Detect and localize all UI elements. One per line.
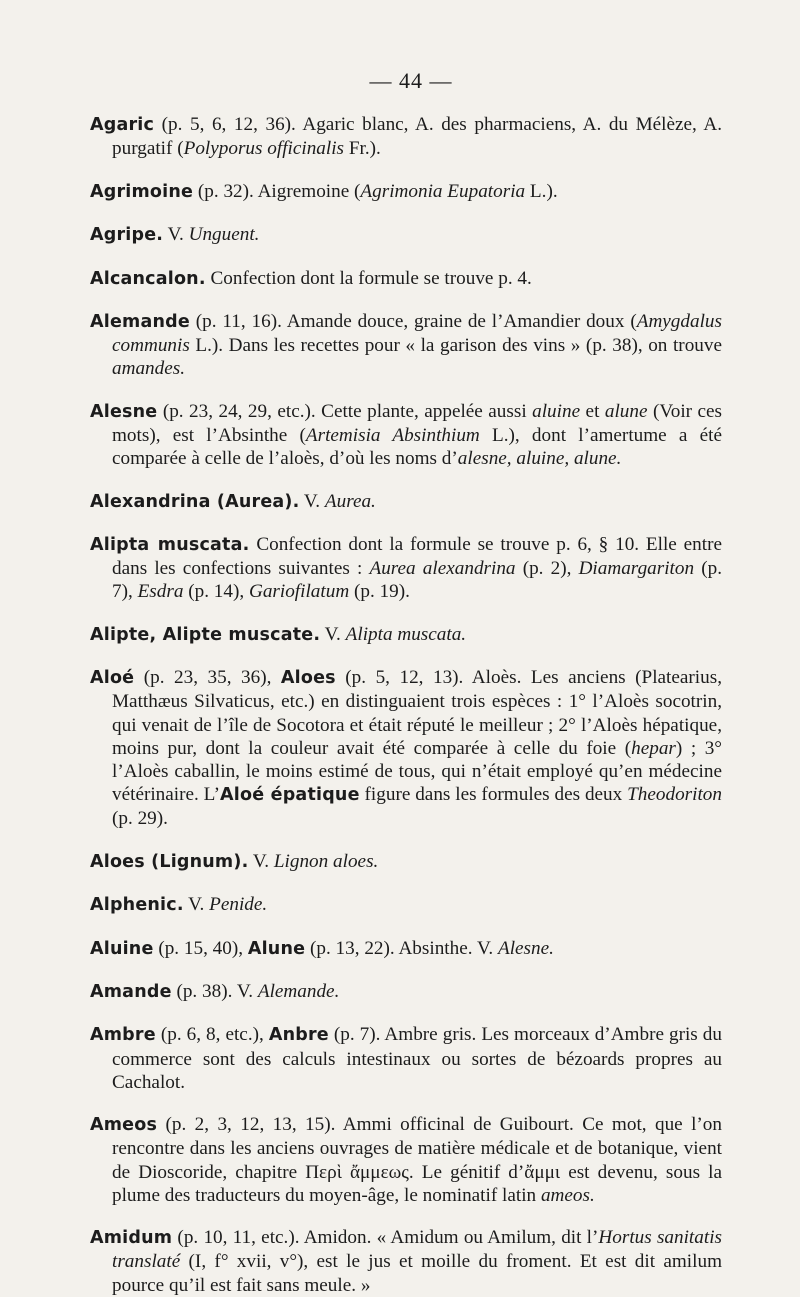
entry-text: (p. 5, 6, 12, 36). Agaric blanc, A. des pharmaciens, A. du Mélèze, A. purgatif (	[112, 114, 722, 160]
glossary-entry	[90, 310, 722, 381]
entry-text: (p. 15, 40),	[153, 937, 248, 959]
entry-text: (p. 7). Ambre gris. Les morceaux d’Ambre gris du commerce sont des calculs intestinaux ou sortes de bézoards propres au Cachalot.	[112, 1024, 722, 1093]
entry-headword: Alipte, Alipte muscate.	[90, 624, 321, 645]
entry-text: V.	[299, 490, 325, 512]
entry-text: (p. 14),	[183, 581, 249, 603]
entry-text: (p. 23, 24, 29, etc.). Cette plante, appelée aussi	[157, 400, 533, 422]
italic-text: alune	[604, 400, 648, 422]
entry-headword: Ambre	[90, 1025, 156, 1046]
glossary-entry	[90, 893, 722, 917]
glossary-entries	[90, 113, 722, 1297]
entry-text: (p. 19).	[349, 581, 410, 603]
entry-headword: Aluine	[90, 938, 154, 959]
italic-text: Gariofilatum	[248, 581, 350, 603]
italic-text: Aurea alexandrina	[369, 558, 516, 580]
glossary-entry	[90, 223, 722, 247]
entry-headword: Amande	[90, 981, 172, 1002]
entry-headword: Aloes (Lignum).	[90, 851, 249, 872]
italic-text: Aurea.	[324, 490, 376, 512]
glossary-entry	[90, 1023, 722, 1094]
italic-text: Alipta muscata.	[345, 623, 467, 645]
entry-headword: Alemande	[90, 311, 190, 332]
italic-text: Unguent.	[188, 224, 260, 246]
glossary-entry	[90, 980, 722, 1004]
glossary-entry	[90, 267, 722, 291]
entry-text: (p. 2, 3, 12, 13, 15). Ammi officinal de Guibourt. Ce mot, que l’on rencontre dans les anciens ouvrages de matière médicale et de botanique, vient de Dioscoride, chapitre Περὶ ἄμμεως. Le génitif d’ἄμμι est devenu, sous la plume des traducteurs du moyen-âge, le nominatif latin	[112, 1114, 722, 1206]
italic-text: Lignon aloes.	[273, 850, 379, 872]
glossary-entry	[90, 937, 722, 961]
glossary-entry	[90, 400, 722, 471]
glossary-entry	[90, 533, 722, 604]
entry-text: et	[580, 400, 605, 422]
entry-headword: Aloé	[90, 668, 135, 689]
italic-text: Amygdalus communis	[112, 310, 722, 357]
entry-text: V.	[163, 224, 189, 246]
italic-text: Artemisia Absinthium	[305, 424, 480, 446]
entry-text: Confection dont la formule se trouve p. 4.	[205, 267, 532, 289]
italic-text: Diamargariton	[578, 558, 695, 580]
entry-text: figure dans les formules des deux	[359, 784, 628, 806]
glossary-entry	[90, 490, 722, 514]
glossary-entry	[90, 113, 722, 160]
entry-text: (I, f° xvii, v°), est le jus et moille du froment. Et est dit amilum pource qu’il est fait sans meule. »	[112, 1251, 722, 1296]
entry-headword: Anbre	[268, 1025, 329, 1046]
entry-text: L.). Dans les recettes pour « la garison des vins » (p. 38), on trouve	[189, 335, 722, 357]
italic-text: Agrimonia Eupatoria	[360, 180, 526, 202]
italic-text: Esdra	[137, 581, 184, 603]
entry-headword: Alipta muscata.	[90, 534, 250, 555]
entry-text: Confection dont la formule se trouve p. 6, § 10. Elle entre dans les confections suivantes :	[112, 533, 722, 580]
entry-text: (p. 13, 22). Absinthe. V.	[305, 937, 498, 959]
entry-headword: Alphenic.	[90, 895, 184, 916]
entry-text: V.	[183, 894, 210, 916]
entry-headword: Agripe.	[90, 225, 164, 246]
entry-text: (p. 2),	[515, 558, 579, 580]
entry-text: V.	[320, 623, 346, 645]
italic-text: Alemande.	[257, 980, 340, 1002]
italic-text: Hortus sanitatis translaté	[112, 1227, 722, 1273]
entry-text: (p. 23, 35, 36),	[134, 667, 281, 689]
italic-text: Penide.	[209, 894, 268, 916]
entry-headword: Ameos	[90, 1115, 158, 1136]
italic-text: hepar	[631, 737, 676, 759]
entry-headword: Alesne	[90, 401, 158, 422]
entry-text: V.	[248, 850, 274, 872]
italic-text: Theodoriton	[627, 784, 722, 806]
italic-text: Polyporus officinalis	[183, 138, 345, 160]
entry-text: (Voir ces mots), est l’Absinthe (	[112, 400, 722, 446]
entry-headword: Aloé épatique	[220, 785, 360, 806]
entry-text: (p. 10, 11, etc.). Amidon. « Amidum ou Amilum, dit l’	[172, 1227, 599, 1249]
entry-text: (p. 5, 12, 13). Aloès. Les anciens (Platearius, Matthæus Silvaticus, etc.) en distinguaient trois espèces : 1° l’Aloès socotrin, qui venait de l’île de Socotora et était réputé le meilleur ; 2° l’Aloès hépatique, moins pur, dont la couleur avait été comparée à celle du foie (	[112, 667, 722, 759]
page-number: — 44 —	[369, 68, 453, 93]
entry-headword: Amidum	[90, 1228, 173, 1249]
glossary-entry	[90, 180, 722, 204]
entry-text: L.).	[525, 180, 558, 202]
entry-text: ) ; 3° l’Aloès caballin, le moins estimé de tous, qui n’était employé qu’en médecine vétérinaire. L’	[112, 737, 722, 806]
glossary-entry	[90, 850, 722, 874]
italic-text: alesne, aluine, alune.	[457, 448, 622, 470]
glossary-entry	[90, 666, 722, 830]
italic-text: Alesne.	[497, 937, 554, 959]
entry-headword: Alune	[247, 938, 306, 959]
entry-headword: Aloes	[280, 668, 336, 689]
glossary-entry	[90, 623, 722, 647]
entry-text: (p. 38). V.	[171, 980, 258, 1002]
italic-text: amandes.	[112, 358, 186, 380]
italic-text: aluine	[532, 400, 581, 422]
entry-text: (p. 29).	[112, 808, 168, 830]
entry-headword: Agaric	[90, 115, 155, 136]
entry-headword: Alcancalon.	[90, 268, 206, 289]
entry-headword: Alexandrina (Aurea).	[90, 491, 300, 512]
glossary-entry	[90, 1113, 722, 1207]
entry-text: Fr.).	[344, 138, 381, 160]
entry-text: (p. 7),	[112, 558, 723, 603]
entry-text: (p. 6, 8, etc.),	[155, 1024, 269, 1046]
italic-text: ameos.	[540, 1184, 595, 1206]
entry-text: (p. 32). Aigremoine (	[193, 180, 361, 202]
entry-text: (p. 11, 16). Amande douce, graine de l’Amandier doux (	[189, 310, 637, 332]
entry-text: L.), dont l’amertume a été comparée à celle de l’aloès, d’où les noms d’	[112, 424, 722, 470]
entry-headword: Agrimoine	[90, 181, 194, 202]
